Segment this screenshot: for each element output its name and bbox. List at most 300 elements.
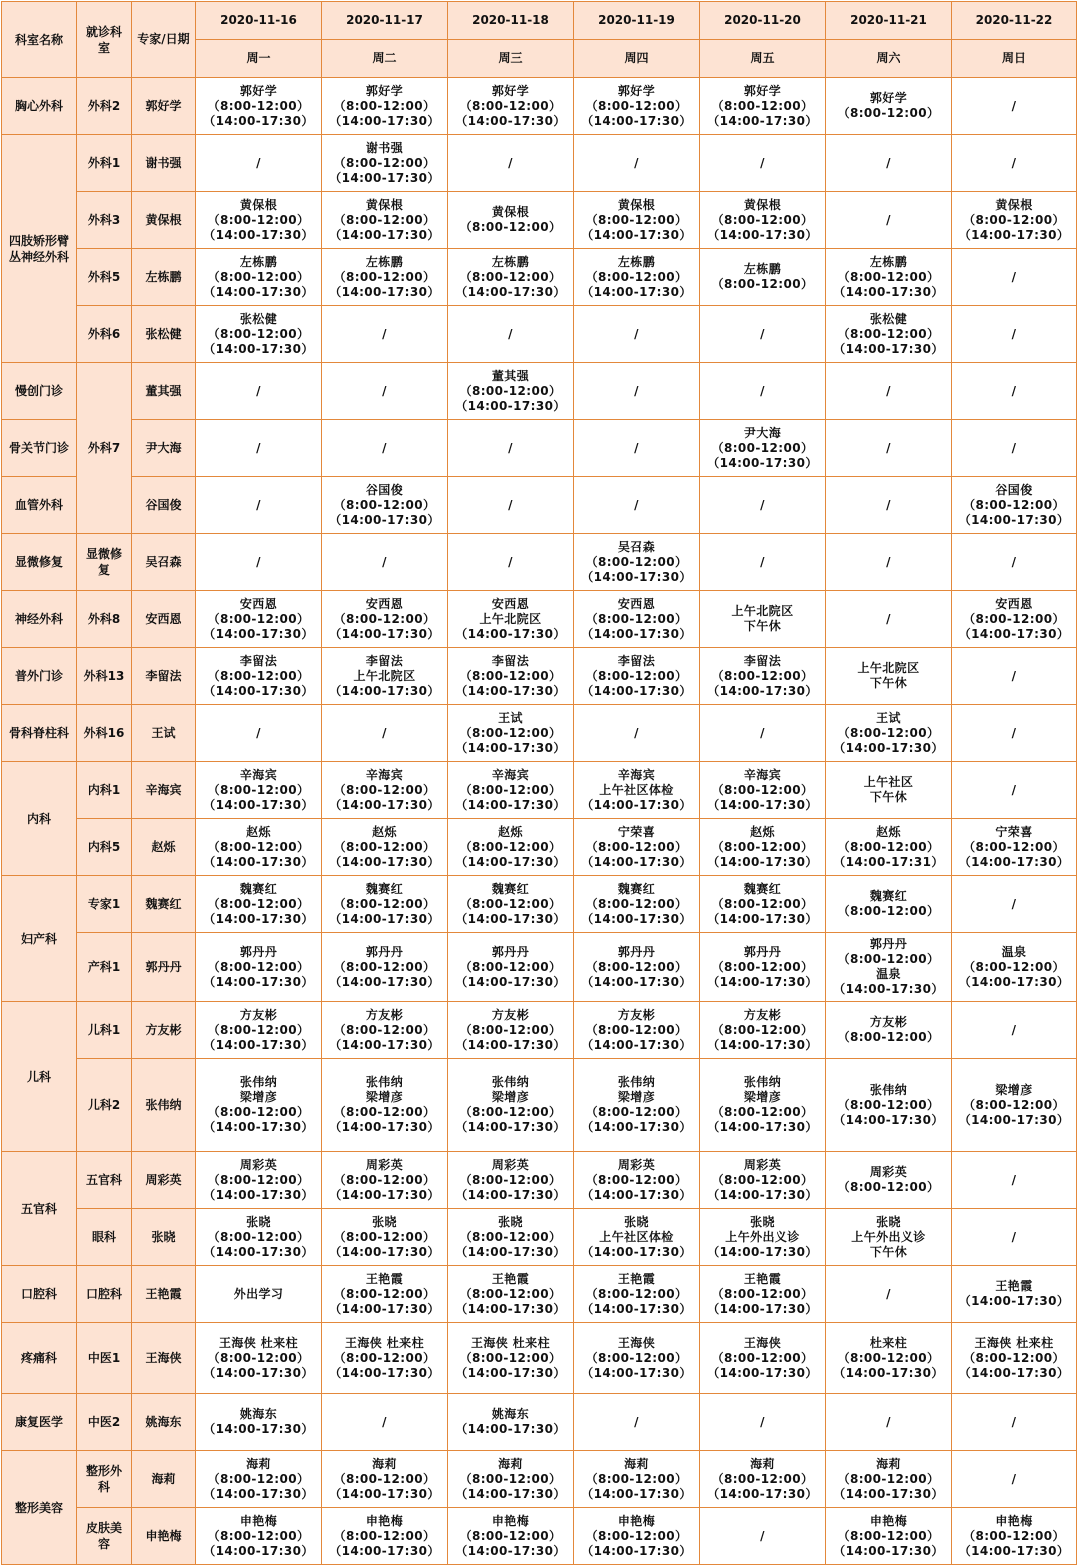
- schedule-line: （14:00-17:30）: [455, 740, 566, 755]
- schedule-cell: [448, 306, 574, 363]
- schedule-line: 温泉: [1001, 944, 1027, 959]
- schedule-line: 黄保根: [365, 197, 404, 212]
- dept-name-cell: 口腔科: [2, 1266, 77, 1323]
- schedule-cell: [574, 534, 700, 591]
- clinic-name-cell: 儿科2: [77, 1059, 132, 1152]
- schedule-line: （8:00-12:00）: [207, 1471, 310, 1486]
- schedule-line: 李留法: [491, 653, 530, 668]
- schedule-line: （8:00-12:00）: [207, 896, 310, 911]
- no-clinic-mark: /: [256, 155, 261, 170]
- doctor-date-header: 专家/日期: [132, 2, 196, 78]
- schedule-line: 申艳梅: [869, 1513, 908, 1528]
- schedule-line: 魏赛红: [869, 889, 908, 903]
- schedule-line: 下午休: [743, 619, 782, 633]
- schedule-line: 王艳霞: [995, 1279, 1033, 1293]
- schedule-line: 郭丹丹: [869, 937, 908, 951]
- schedule-cell: [196, 876, 322, 933]
- schedule-cell: [574, 1394, 700, 1451]
- schedule-line: （14:00-17:30）: [958, 227, 1070, 242]
- schedule-line: 郭好学: [365, 83, 404, 98]
- schedule-line: （8:00-12:00）: [333, 1105, 436, 1119]
- table-row: [2, 1508, 1077, 1565]
- dept-name-cell: 显微修复: [2, 534, 77, 591]
- schedule-line: （14:00-17:30）: [455, 398, 566, 413]
- schedule-cell: [196, 1266, 322, 1323]
- schedule-line: （8:00-12:00）: [333, 1286, 436, 1301]
- schedule-line: （14:00-17:30）: [329, 1543, 440, 1558]
- schedule-line: 上午北院区: [731, 604, 794, 618]
- table-row: [2, 249, 1077, 306]
- schedule-line: （14:00-17:30）: [329, 683, 440, 698]
- schedule-line: 魏赛红: [239, 881, 278, 896]
- schedule-line: 黄保根: [491, 205, 530, 219]
- schedule-cell: [574, 1209, 700, 1266]
- schedule-cell: [700, 876, 826, 933]
- schedule-cell: [196, 1451, 322, 1508]
- schedule-line: （8:00-12:00）: [585, 1022, 688, 1037]
- schedule-line: （8:00-12:00）: [837, 952, 940, 966]
- schedule-cell: [952, 819, 1077, 876]
- schedule-line: （14:00-17:30）: [203, 1543, 314, 1558]
- table-row: [2, 819, 1077, 876]
- schedule-line: （8:00-12:00）: [837, 326, 940, 341]
- schedule-line: （14:00-17:30）: [455, 1543, 566, 1558]
- schedule-cell: [826, 1266, 952, 1323]
- schedule-line: 周彩英: [491, 1157, 530, 1172]
- schedule-cell: [448, 135, 574, 192]
- schedule-cell: [952, 1451, 1077, 1508]
- schedule-cell: [322, 1508, 448, 1565]
- schedule-line: 张晓: [624, 1214, 649, 1229]
- schedule-line: （14:00-17:30）: [203, 626, 314, 641]
- schedule-line: 赵烁: [750, 824, 775, 839]
- schedule-line: 郭丹丹: [491, 944, 530, 959]
- no-clinic-mark: /: [886, 212, 891, 227]
- schedule-cell: [322, 1394, 448, 1451]
- schedule-cell: [574, 306, 700, 363]
- date-header: 2020-11-20: [700, 2, 826, 40]
- no-clinic-mark: /: [382, 725, 387, 740]
- schedule-line: （14:00-17:30）: [581, 113, 692, 128]
- schedule-line: 左栋鹏: [617, 254, 656, 269]
- schedule-line: （8:00-12:00）: [585, 98, 688, 113]
- schedule-cell: [322, 591, 448, 648]
- schedule-cell: [322, 1209, 448, 1266]
- no-clinic-mark: /: [256, 440, 261, 455]
- schedule-line: （14:00-17:30）: [833, 1112, 944, 1127]
- schedule-line: （14:00-17:30）: [581, 626, 692, 641]
- schedule-cell: [952, 1152, 1077, 1209]
- schedule-line: （8:00-12:00）: [963, 1350, 1065, 1365]
- schedule-line: （8:00-12:00）: [459, 1105, 562, 1119]
- schedule-line: （8:00-12:00）: [585, 668, 688, 683]
- doctor-name-cell: 辛海宾: [132, 762, 196, 819]
- schedule-line: （8:00-12:00）: [837, 1097, 940, 1112]
- schedule-line: （8:00-12:00）: [207, 959, 310, 974]
- clinic-name-cell: 口腔科: [77, 1266, 132, 1323]
- no-clinic-mark: /: [382, 554, 387, 569]
- schedule-cell: [574, 363, 700, 420]
- no-clinic-mark: /: [760, 1414, 765, 1429]
- no-clinic-mark: /: [1011, 1022, 1017, 1037]
- schedule-line: （14:00-17:30）: [329, 1187, 440, 1202]
- date-header: 2020-11-19: [574, 2, 700, 40]
- doctor-name-cell: 方友彬: [132, 1002, 196, 1059]
- schedule-cell: [826, 1059, 952, 1152]
- schedule-cell: [952, 192, 1077, 249]
- schedule-line: （14:00-17:30）: [958, 974, 1070, 989]
- schedule-line: （14:00-17:30）: [707, 1486, 818, 1501]
- schedule-line: 左栋鹏: [365, 254, 404, 269]
- schedule-line: 王海侠 杜来柱: [471, 1335, 550, 1350]
- schedule-cell: [700, 78, 826, 135]
- table-row: [2, 1323, 1077, 1394]
- dept-name-cell: 四肢矫形臂丛神经外科: [2, 135, 77, 363]
- dept-name-cell: 妇产科: [2, 876, 77, 1002]
- schedule-line: （8:00-12:00）: [585, 959, 688, 974]
- schedule-line: （8:00-12:00）: [585, 269, 688, 284]
- schedule-line: （14:00-17:30）: [455, 1244, 566, 1259]
- schedule-line: （14:00-17:30）: [203, 683, 314, 698]
- schedule-cell: [448, 249, 574, 306]
- schedule-line: （8:00-12:00）: [711, 98, 814, 113]
- schedule-line: 董其强: [491, 368, 530, 383]
- schedule-cell: [826, 534, 952, 591]
- schedule-line: （14:00-17:30）: [329, 974, 440, 989]
- schedule-cell: [448, 762, 574, 819]
- clinic-name-cell: 外科13: [77, 648, 132, 705]
- schedule-line: 申艳梅: [995, 1513, 1033, 1528]
- schedule-cell: [574, 591, 700, 648]
- schedule-line: （14:00-17:30）: [455, 911, 566, 926]
- schedule-line: （8:00-12:00）: [333, 1350, 436, 1365]
- no-clinic-mark: /: [256, 383, 261, 398]
- schedule-cell: [700, 591, 826, 648]
- no-clinic-mark: /: [382, 326, 387, 341]
- schedule-cell: [952, 306, 1077, 363]
- table-row: [2, 933, 1077, 1002]
- clinic-name-cell: 中医1: [77, 1323, 132, 1394]
- schedule-line: （8:00-12:00）: [333, 782, 436, 797]
- dept-name-cell: 骨科脊柱科: [2, 705, 77, 762]
- schedule-line: 谢书强: [365, 140, 404, 155]
- schedule-cell: [574, 762, 700, 819]
- schedule-line: （14:00-17:30）: [203, 1120, 314, 1134]
- schedule-cell: [448, 1002, 574, 1059]
- schedule-cell: [574, 1323, 700, 1394]
- schedule-line: （8:00-12:00）: [207, 1528, 310, 1543]
- schedule-line: 郭丹丹: [239, 944, 278, 959]
- schedule-cell: [196, 933, 322, 1002]
- schedule-line: （14:00-17:30）: [958, 1112, 1070, 1127]
- doctor-name-cell: 李留法: [132, 648, 196, 705]
- schedule-line: （14:00-17:30）: [581, 284, 692, 299]
- schedule-line: （8:00-12:00）: [333, 155, 436, 170]
- clinic-name-cell: 产科1: [77, 933, 132, 1002]
- schedule-cell: [952, 1209, 1077, 1266]
- no-clinic-mark: /: [1011, 1172, 1017, 1187]
- schedule-line: 方友彬: [239, 1007, 278, 1022]
- doctor-name-cell: 郭丹丹: [132, 933, 196, 1002]
- schedule-cell: [700, 1508, 826, 1565]
- schedule-cell: [322, 249, 448, 306]
- no-clinic-mark: /: [760, 725, 765, 740]
- schedule-line: （8:00-12:00）: [207, 1022, 310, 1037]
- schedule-line: （8:00-12:00）: [711, 212, 814, 227]
- schedule-line: 张晓: [498, 1214, 523, 1229]
- schedule-line: （8:00-12:00）: [333, 1022, 436, 1037]
- schedule-cell: [952, 477, 1077, 534]
- date-header: 2020-11-18: [448, 2, 574, 40]
- schedule-cell: [448, 933, 574, 1002]
- clinic-name-cell: 外科1: [77, 135, 132, 192]
- schedule-line: 辛海宾: [617, 767, 656, 782]
- schedule-cell: [448, 78, 574, 135]
- schedule-line: （14:00-17:30）: [203, 1037, 314, 1052]
- schedule-cell: [826, 1002, 952, 1059]
- schedule-line: （8:00-12:00）: [207, 839, 310, 854]
- table-row: [2, 363, 1077, 420]
- no-clinic-mark: /: [886, 383, 891, 398]
- schedule-line: 张晓: [876, 1214, 901, 1229]
- schedule-line: 王艳霞: [617, 1271, 656, 1286]
- schedule-cell: [448, 1209, 574, 1266]
- schedule-line: （14:00-17:30）: [581, 1543, 692, 1558]
- schedule-line: （8:00-12:00）: [711, 839, 814, 854]
- dept-name-cell: 康复医学: [2, 1394, 77, 1451]
- schedule-line: （8:00-12:00）: [207, 1229, 310, 1244]
- schedule-line: 下午休: [869, 676, 908, 690]
- schedule-cell: [322, 705, 448, 762]
- schedule-line: （14:00-17:30）: [329, 626, 440, 641]
- schedule-line: （8:00-12:00）: [711, 440, 814, 455]
- schedule-line: （8:00-12:00）: [333, 839, 436, 854]
- schedule-line: （8:00-12:00）: [585, 839, 688, 854]
- schedule-line: 外出学习: [233, 1286, 284, 1301]
- schedule-line: 上午北院区: [479, 611, 542, 626]
- schedule-cell: [322, 78, 448, 135]
- schedule-cell: [826, 705, 952, 762]
- schedule-line: 上午社区体检: [599, 782, 674, 797]
- date-header: 2020-11-22: [952, 2, 1077, 40]
- clinic-name-cell: 显微修复: [77, 534, 132, 591]
- schedule-line: 上午社区体检: [599, 1229, 674, 1244]
- schedule-cell: [448, 819, 574, 876]
- schedule-line: （8:00-12:00）: [459, 1172, 562, 1187]
- schedule-cell: [826, 1152, 952, 1209]
- schedule-cell: [826, 648, 952, 705]
- schedule-line: （14:00-17:30）: [203, 1486, 314, 1501]
- schedule-line: （8:00-12:00）: [837, 725, 940, 740]
- schedule-line: （8:00-12:00）: [459, 269, 562, 284]
- schedule-line: （8:00-12:00）: [585, 1528, 688, 1543]
- doctor-name-cell: 左栋鹏: [132, 249, 196, 306]
- no-clinic-mark: /: [508, 554, 513, 569]
- schedule-cell: [196, 819, 322, 876]
- schedule-cell: [574, 420, 700, 477]
- schedule-line: （8:00-12:00）: [585, 896, 688, 911]
- schedule-line: 梁增彦: [239, 1090, 278, 1104]
- schedule-cell: [826, 135, 952, 192]
- schedule-line: （14:00-17:30）: [329, 1037, 440, 1052]
- clinic-name-cell: 皮肤美容: [77, 1508, 132, 1565]
- schedule-cell: [574, 1002, 700, 1059]
- schedule-line: （8:00-12:00）: [711, 668, 814, 683]
- schedule-line: （8:00-12:00）: [711, 1022, 814, 1037]
- schedule-cell: [952, 933, 1077, 1002]
- schedule-cell: [700, 249, 826, 306]
- schedule-line: （14:00-17:30）: [329, 854, 440, 869]
- schedule-line: （8:00-12:00）: [585, 554, 688, 569]
- schedule-cell: [448, 705, 574, 762]
- doctor-name-cell: 吴召森: [132, 534, 196, 591]
- schedule-line: （8:00-12:00）: [585, 1172, 688, 1187]
- dept-name-cell: 血管外科: [2, 477, 77, 534]
- doctor-name-cell: 申艳梅: [132, 1508, 196, 1565]
- schedule-cell: [826, 78, 952, 135]
- schedule-cell: [952, 78, 1077, 135]
- schedule-line: （14:00-17:30）: [203, 341, 314, 356]
- schedule-line: 梁增彦: [995, 1082, 1033, 1097]
- schedule-cell: [574, 1059, 700, 1152]
- weekday-header: 周一: [196, 40, 322, 78]
- dept-header: 科室名称: [2, 2, 77, 78]
- schedule-line: （14:00-17:30）: [581, 974, 692, 989]
- no-clinic-mark: /: [760, 383, 765, 398]
- schedule-line: （8:00-12:00）: [711, 1471, 814, 1486]
- schedule-line: （14:00-17:30）: [833, 1486, 944, 1501]
- schedule-cell: [700, 819, 826, 876]
- schedule-line: （8:00-12:00）: [333, 896, 436, 911]
- schedule-line: 郭好学: [869, 91, 908, 105]
- schedule-line: （8:00-12:00）: [837, 106, 940, 120]
- schedule-line: 赵烁: [246, 824, 271, 839]
- schedule-line: 黄保根: [995, 197, 1033, 212]
- no-clinic-mark: /: [760, 497, 765, 512]
- schedule-cell: [700, 1209, 826, 1266]
- schedule-line: （14:00-17:30）: [329, 284, 440, 299]
- schedule-line: （8:00-12:00）: [711, 1172, 814, 1187]
- schedule-line: 张伟纳: [491, 1075, 530, 1089]
- no-clinic-mark: /: [634, 440, 639, 455]
- schedule-line: （8:00-12:00）: [207, 269, 310, 284]
- no-clinic-mark: /: [382, 440, 387, 455]
- schedule-cell: [322, 477, 448, 534]
- clinic-name-cell: 眼科: [77, 1209, 132, 1266]
- no-clinic-mark: /: [382, 1414, 387, 1429]
- schedule-cell: [448, 648, 574, 705]
- schedule-cell: [448, 534, 574, 591]
- no-clinic-mark: /: [886, 1414, 891, 1429]
- schedule-cell: [700, 1266, 826, 1323]
- schedule-cell: [826, 1323, 952, 1394]
- schedule-line: 梁增彦: [365, 1090, 404, 1104]
- clinic-header: 就诊科室: [77, 2, 132, 78]
- schedule-line: （14:00-17:30）: [581, 854, 692, 869]
- no-clinic-mark: /: [256, 497, 261, 512]
- schedule-cell: [196, 192, 322, 249]
- schedule-cell: [322, 762, 448, 819]
- table-row: [2, 1059, 1077, 1152]
- no-clinic-mark: /: [1011, 782, 1017, 797]
- schedule-cell: [700, 1451, 826, 1508]
- schedule-line: 周彩英: [617, 1157, 656, 1172]
- schedule-cell: [574, 1508, 700, 1565]
- schedule-cell: [322, 420, 448, 477]
- clinic-name-cell: 外科3: [77, 192, 132, 249]
- schedule-line: （8:00-12:00）: [837, 904, 940, 918]
- schedule-line: （8:00-12:00）: [333, 1471, 436, 1486]
- no-clinic-mark: /: [1011, 668, 1017, 683]
- schedule-cell: [826, 1209, 952, 1266]
- schedule-cell: [826, 306, 952, 363]
- schedule-line: （8:00-12:00）: [837, 1471, 940, 1486]
- table-row: [2, 876, 1077, 933]
- weekday-header: 周二: [322, 40, 448, 78]
- schedule-line: （8:00-12:00）: [837, 1030, 940, 1044]
- schedule-cell: [448, 1152, 574, 1209]
- schedule-line: （14:00-17:30）: [329, 1120, 440, 1134]
- table-row: [2, 1002, 1077, 1059]
- doctor-name-cell: 魏赛红: [132, 876, 196, 933]
- schedule-line: （14:00-17:30）: [958, 1543, 1070, 1558]
- schedule-cell: [952, 591, 1077, 648]
- schedule-line: （8:00-12:00）: [837, 1180, 940, 1194]
- schedule-line: （8:00-12:00）: [585, 212, 688, 227]
- schedule-cell: [826, 762, 952, 819]
- schedule-cell: [322, 1059, 448, 1152]
- schedule-line: （8:00-12:00）: [207, 668, 310, 683]
- schedule-line: 王艳霞: [491, 1271, 530, 1286]
- schedule-line: 上午外出义诊: [851, 1229, 926, 1244]
- schedule-line: 谷国俊: [365, 482, 404, 497]
- schedule-cell: [574, 477, 700, 534]
- table-row: [2, 534, 1077, 591]
- schedule-line: （8:00-12:00）: [333, 212, 436, 227]
- schedule-cell: [448, 1451, 574, 1508]
- schedule-line: （8:00-12:00）: [333, 1229, 436, 1244]
- schedule-line: 申艳梅: [239, 1513, 278, 1528]
- clinic-name-cell: 五官科: [77, 1152, 132, 1209]
- schedule-line: （14:00-17:30）: [833, 1365, 944, 1380]
- schedule-line: （8:00-12:00）: [459, 220, 562, 234]
- no-clinic-mark: /: [1011, 1229, 1017, 1244]
- schedule-line: 张伟纳: [617, 1075, 656, 1089]
- schedule-line: （14:00-17:30）: [581, 569, 692, 584]
- date-header: 2020-11-21: [826, 2, 952, 40]
- schedule-line: （8:00-12:00）: [963, 212, 1065, 227]
- schedule-line: （14:00-17:30）: [455, 683, 566, 698]
- schedule-line: 上午社区: [863, 775, 914, 789]
- schedule-line: （8:00-12:00）: [333, 98, 436, 113]
- table-row: [2, 762, 1077, 819]
- table-row: [2, 1394, 1077, 1451]
- no-clinic-mark: /: [1011, 440, 1017, 455]
- schedule-line: （8:00-12:00）: [207, 1172, 310, 1187]
- schedule-line: 张伟纳: [239, 1075, 278, 1089]
- no-clinic-mark: /: [1011, 896, 1017, 911]
- schedule-line: 王试: [498, 710, 523, 725]
- schedule-line: 王海侠 杜来柱: [974, 1335, 1054, 1350]
- table-row: [2, 1209, 1077, 1266]
- schedule-cell: [196, 363, 322, 420]
- schedule-line: 宁荣喜: [617, 824, 656, 839]
- schedule-line: 周彩英: [239, 1157, 278, 1172]
- no-clinic-mark: /: [886, 554, 891, 569]
- schedule-line: 上午北院区: [353, 668, 416, 683]
- schedule-line: 安西恩: [365, 596, 404, 611]
- schedule-cell: [448, 477, 574, 534]
